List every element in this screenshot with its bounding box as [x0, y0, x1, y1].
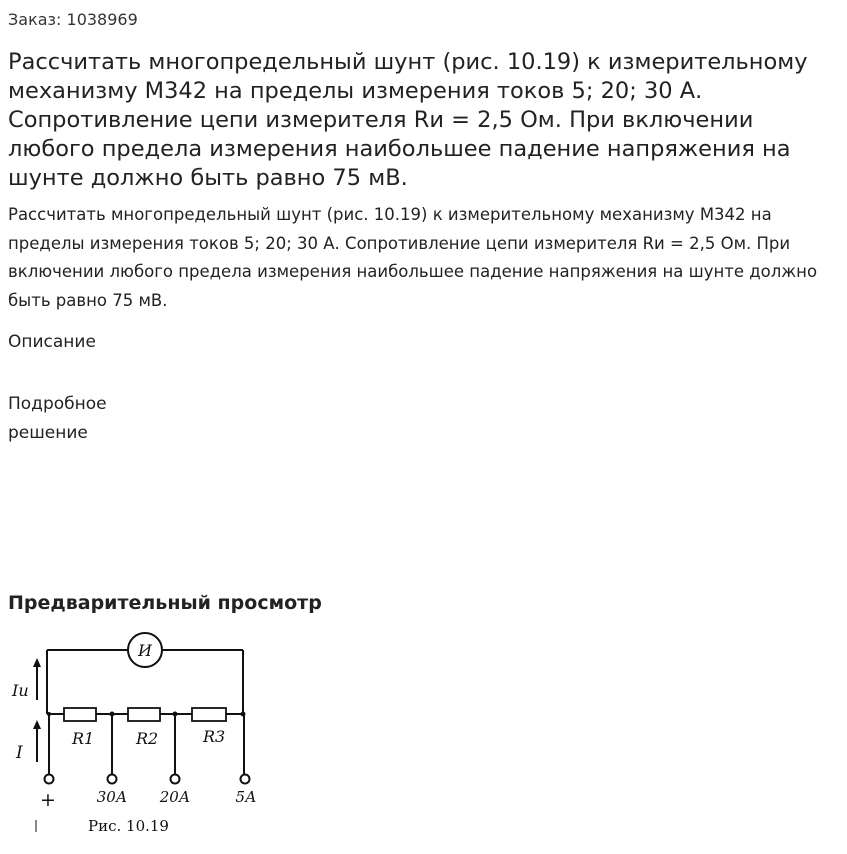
node-1 [110, 712, 115, 717]
figure-caption: Рис. 10.19 [88, 817, 169, 835]
resistor-r2 [128, 708, 160, 721]
circuit-diagram [8, 628, 268, 842]
terminal-5a [241, 775, 250, 784]
preview-heading: Предварительный просмотр [8, 592, 322, 614]
terminal-plus-label: + [40, 789, 56, 811]
terminal-20a [171, 775, 180, 784]
problem-title: Рассчитать многопредельный шунт (рис. 10.19) к измерительному механизму М342 на пределы измерения токов 5; 20; 30 А. Сопротивление цепи измерителя Rи = 2,5 Ом. При включении любого предела измерения наибольшее падение напряжения на шунте должно быть равно 75 мВ. [8, 49, 808, 191]
terminal-5a-label: 5А [235, 788, 257, 806]
problem-description: Рассчитать многопредельный шунт (рис. 10.19) к измерительному механизму М342 на пределы измерения токов 5; 20; 30 А. Сопротивление цепи измерителя Rи = 2,5 Ом. При включении любого предела измерения наибольшее падение напряжения на шунте должно быть равно 75 мВ. [8, 205, 818, 310]
node-0 [47, 712, 51, 716]
resistor-r1 [64, 708, 96, 721]
resistor-r2-label: R2 [136, 729, 159, 748]
resistor-r3 [192, 708, 226, 721]
resistor-r3-label: R3 [203, 727, 226, 746]
terminal-20a-label: 20А [159, 788, 191, 806]
solution-label: Подробное решение [8, 394, 107, 443]
terminal-30a-label: 30А [96, 788, 128, 806]
description-label: Описание [8, 332, 96, 352]
current-meter-label: Iи [12, 681, 29, 700]
arrow-head-iu [33, 658, 41, 667]
node-2 [173, 712, 178, 717]
resistor-r1-label: R1 [72, 729, 95, 748]
node-3 [241, 712, 246, 717]
terminal-plus [45, 775, 54, 784]
order-number: Заказ: 1038969 [8, 10, 138, 29]
circuit-figure [8, 628, 268, 842]
arrow-head-i [33, 720, 41, 729]
current-label: I [16, 743, 23, 763]
meter-label: И [138, 641, 152, 660]
terminal-30a [108, 775, 117, 784]
